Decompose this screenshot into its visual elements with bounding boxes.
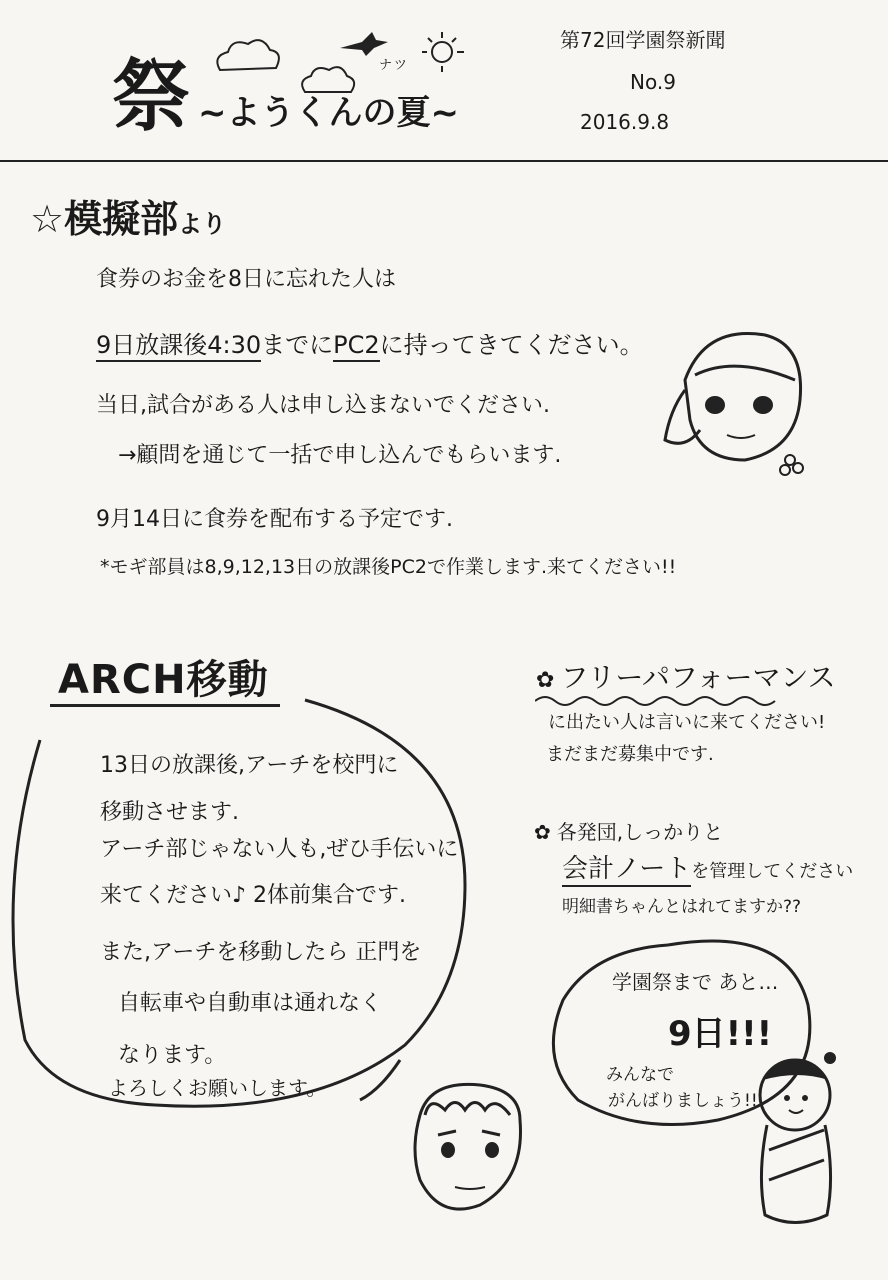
accounting-line-2 (562, 848, 853, 885)
mogi-deadline-rest: に持ってきてください。 (379, 331, 644, 359)
wavy-underline (535, 694, 785, 708)
arch-line-6: 自転車や自動車は通れなく (118, 991, 383, 1016)
countdown-line-1: 学園祭まで あと… (612, 970, 779, 994)
arch-line-2: 移動させます. (100, 800, 239, 825)
free-performance-line-1: に出たい人は言いに来てください! (548, 712, 826, 733)
mogi-line-1: 食券のお金を8日に忘れた人は (96, 267, 396, 292)
arch-heading: ARCH移動 (58, 657, 269, 703)
mogi-line-2 (96, 325, 644, 360)
mogi-heading-text: 模擬部 (64, 197, 179, 241)
issue-number: No.9 (630, 70, 676, 94)
title-furigana: ナツ (379, 58, 409, 73)
mogi-deadline-time: 9日放課後4:30 (96, 331, 261, 362)
header-doodles (210, 30, 490, 110)
flower-icon (824, 1052, 836, 1064)
arch-line-5: また,アーチを移動したら 正門を (100, 940, 422, 965)
arch-line-8: よろしくお願いします。 (108, 1076, 327, 1100)
accounting-intro-text: 各発団,しっかりと (556, 820, 724, 844)
title-kanji: 祭 (112, 51, 193, 142)
kaikei-note: 会計ノート (562, 854, 691, 887)
mogi-line-5: 9月14日に食券を配布する予定です. (96, 507, 453, 532)
arch-line-4: 来てください♪ 2体前集合です. (100, 883, 407, 908)
publication-name: 第72回学園祭新聞 (560, 28, 726, 52)
mogi-line-4: →顧問を通じて一括で申し込んでもらいます. (118, 443, 562, 468)
free-performance-line-2: まだまだ募集中です. (546, 744, 714, 765)
countdown-line-3: みんなで (606, 1065, 674, 1085)
cloud-icon (217, 40, 279, 70)
flower-icon: ✿ (536, 668, 555, 693)
arch-line-3: アーチ部じゃない人も,ぜひ手伝いに (100, 837, 459, 862)
boy-face-doodle (400, 1075, 540, 1225)
kanri-text: を管理してください (691, 861, 854, 882)
kokeshi-doodle (735, 1040, 855, 1230)
title-subtitle: ~ようくんの夏~ (198, 93, 459, 133)
free-performance-heading (536, 656, 836, 696)
accounting-intro (534, 816, 723, 845)
mogi-heading-suffix: より (178, 210, 227, 238)
star-icon: ☆ (30, 197, 65, 241)
free-performance-heading-text: フリーパフォーマンス (560, 661, 836, 694)
mogi-heading (30, 188, 226, 243)
cloud-icon (302, 67, 354, 92)
countdown-line-4: がんばりましょう!! (608, 1091, 758, 1111)
bird-icon (340, 32, 388, 56)
arch-line-1: 13日の放課後,アーチを校門に (100, 753, 399, 778)
mogi-line-3: 当日,試合がある人は申し込まないでください. (96, 393, 550, 418)
sun-icon (422, 32, 464, 72)
girl-face-doodle (655, 320, 815, 500)
flower-icon (780, 455, 803, 475)
flower-icon: ✿ (534, 820, 551, 844)
mogi-deadline-madeni: までに (261, 331, 334, 359)
mogi-line-6: *モギ部員は8,9,12,13日の放課後PC2で作業します.来てください!! (100, 556, 677, 578)
accounting-meisai: 明細書ちゃんとはれてますか?? (562, 897, 802, 917)
countdown-days: 9日!!! (668, 1014, 773, 1054)
mogi-deadline-place: PC2 (333, 331, 380, 362)
issue-date: 2016.9.8 (580, 110, 670, 134)
header-divider (0, 160, 888, 162)
arch-line-7: なります。 (118, 1043, 227, 1068)
